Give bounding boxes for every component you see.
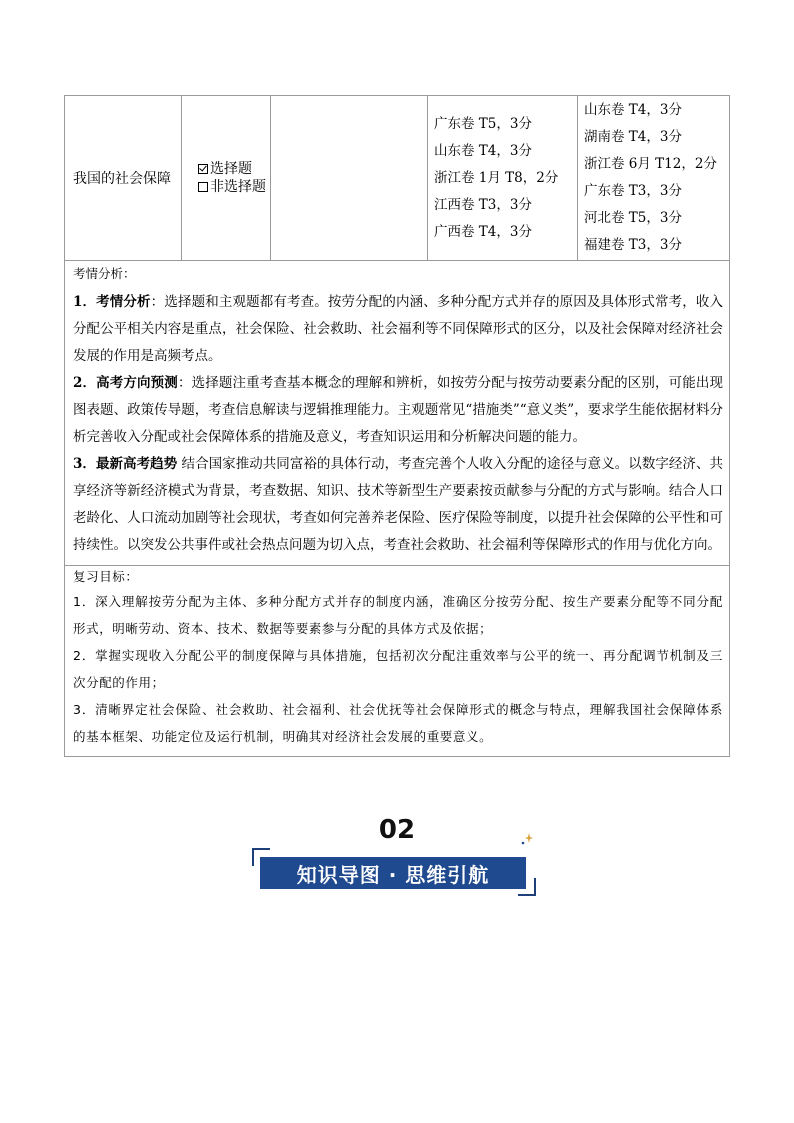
analysis-cell <box>65 261 730 566</box>
analysis-item <box>73 289 723 370</box>
analysis-item-text: 选择题注重考查基本概念的理解和辨析，如按劳分配与按劳动要素分配的区别，可能出现图表题、政策传导题，考查信息解读与逻辑推理能力。主观题常见“措施类”“意义类”，要求学生能依据材料分析完善收入分配或社会保障体系的措施及意义，考查知识运用和分析解决问题的能力。 <box>73 375 724 445</box>
goals-row <box>65 566 730 757</box>
analysis-item <box>73 451 723 559</box>
analysis-row <box>65 261 730 566</box>
question-type-label: 非选择题 <box>210 179 266 195</box>
exam-entry: 江西卷 T3，3分 <box>434 196 532 213</box>
exam-entry: 湖南卷 T4，3分 <box>584 129 682 145</box>
analysis-item-separator: ： <box>177 375 192 391</box>
unchecked-box-icon <box>198 182 208 192</box>
exam-entry: 山东卷 T4，3分 <box>434 142 532 159</box>
analysis-heading: 考情分析： <box>73 266 136 281</box>
exam-entry: 浙江卷 6月 T12，2分 <box>584 156 717 172</box>
topic-label: 我国的社会保障 <box>73 171 171 187</box>
exam-entry: 河北卷 T5，3分 <box>584 210 682 226</box>
goal-item: 3．清晰界定社会保险、社会救助、社会福利、社会优抚等社会保障形式的概念与特点，理解我国社会保障体系的基本框架、功能定位及运行机制，明确其对经济社会发展的重要意义。 <box>73 702 723 744</box>
goals-heading: 复习目标： <box>73 569 139 584</box>
question-type-non-choice <box>198 178 270 196</box>
exam-entry: 广东卷 T5，3分 <box>434 115 532 132</box>
section-banner <box>252 848 536 896</box>
goals-cell <box>65 566 730 757</box>
section-number: 02 <box>378 815 416 845</box>
analysis-item-separator: ： <box>150 294 165 310</box>
analysis-item-label: 2．高考方向预测 <box>73 375 178 391</box>
question-type-label: 选择题 <box>210 161 252 177</box>
checked-box-icon <box>198 164 208 174</box>
sparkle-icon <box>520 832 534 846</box>
analysis-item-label: 1．考情分析 <box>73 294 151 310</box>
empty-cell <box>271 96 428 261</box>
question-type-choice <box>198 160 270 178</box>
analysis-item-text: 选择题和主观题都有考查。按劳分配的内涵、多种分配方式并存的原因及具体形式常考，收入分配公平相关内容是重点，社会保险、社会救助、社会福利等不同保障形式的区分，以及社会保障对经济社会发展的作用是高频考点。 <box>73 294 723 364</box>
analysis-item <box>73 370 723 451</box>
exam-entry: 福建卷 T3，3分 <box>584 237 682 253</box>
goal-item: 2．掌握实现收入分配公平的制度保障与具体措施，包括初次分配注重效率与公平的统一、再分配调节机制及三次分配的作用； <box>73 648 723 690</box>
exam-entry: 广西卷 T4，3分 <box>434 223 532 240</box>
topic-cell <box>65 96 182 261</box>
analysis-item-text: 结合国家推动共同富裕的具体行动，考查完善个人收入分配的途径与意义。以数字经济、共享经济等新经济模式为背景，考查数据、知识、技术等新型生产要素按贡献参与分配的方式与影响。结合人口老龄化、人口流动加剧等社会现状，考查如何完善养老保险、医疗保险等制度，以提升社会保障的公平性和可持续性。以突发公共事件或社会热点问题为切入点，考查社会救助、社会福利等保障形式的作用与优化方向。 <box>73 456 724 553</box>
exam-list-2024 <box>578 96 730 261</box>
exam-info-table <box>64 95 730 757</box>
exam-entry: 山东卷 T4，3分 <box>584 102 682 118</box>
goal-item: 1．深入理解按劳分配为主体、多种分配方式并存的制度内涵，准确区分按劳分配、按生产要素分配等不同分配形式，明晰劳动、资本、技术、数据等要素参与分配的具体方式及依据； <box>73 594 723 636</box>
section-title: 知识导图 · 思维引航 <box>260 857 526 889</box>
question-type-cell <box>182 96 271 261</box>
exam-entry: 广东卷 T3，3分 <box>584 183 682 199</box>
topic-row <box>65 96 730 261</box>
analysis-item-label: 3．最新高考趋势 <box>73 456 178 472</box>
exam-list-2025 <box>428 96 578 261</box>
exam-entry: 浙江卷 1月 T8，2分 <box>434 169 559 186</box>
